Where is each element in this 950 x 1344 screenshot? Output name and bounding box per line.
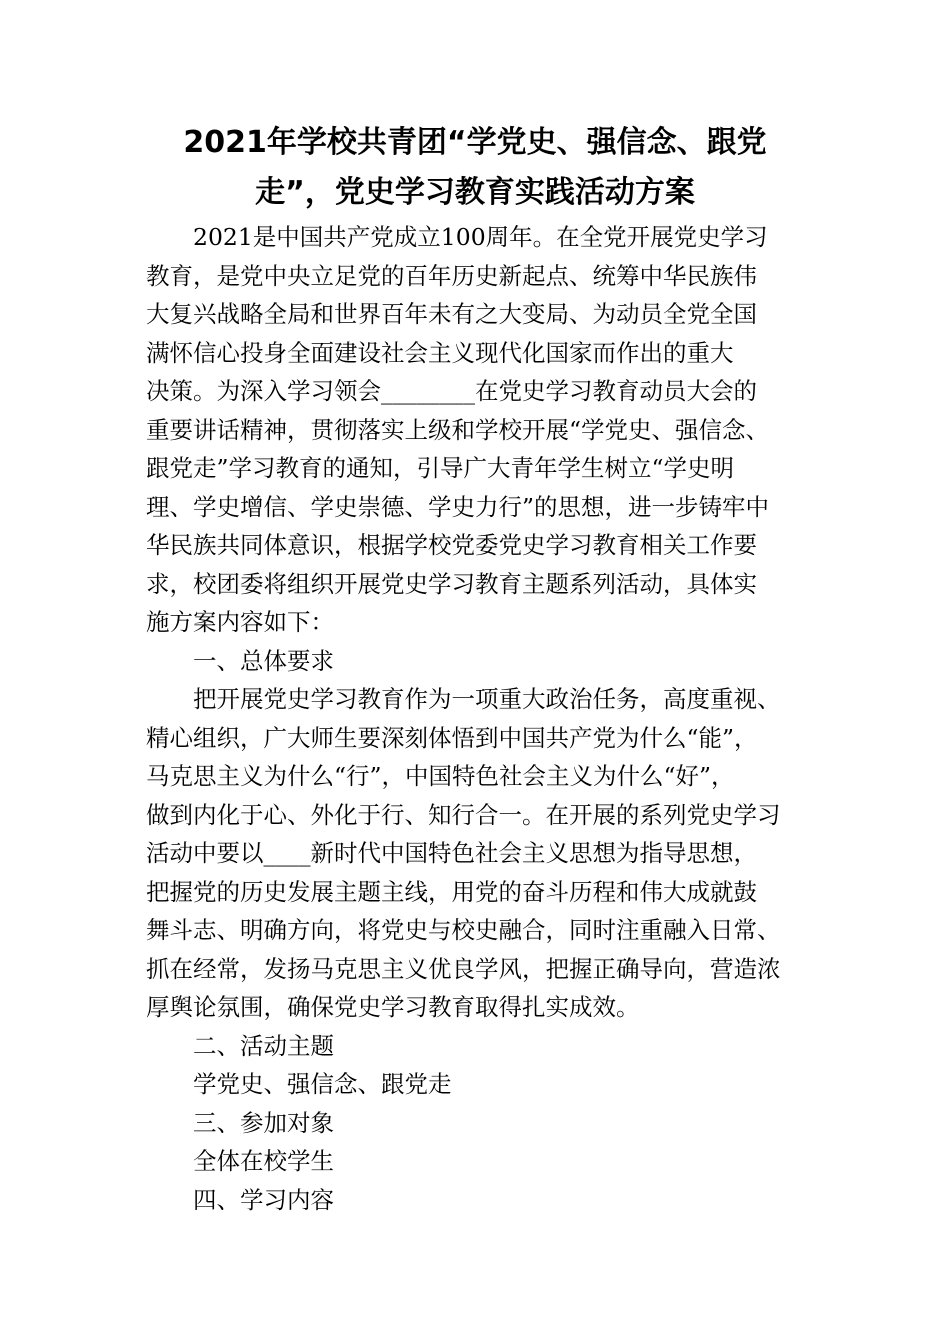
- document-title: [110, 118, 840, 218]
- participants-text: 全体在校学生: [193, 1147, 334, 1175]
- text-line: 满怀信心投身全面建设社会主义现代化国家而作出的重大: [146, 338, 734, 367]
- text-line: 求，校团委将组织开展党史学习教育主题系列活动，具体实: [146, 569, 757, 598]
- text-line: 做到内化于心、外化于行、知行合一。在开展的系列党史学习: [146, 800, 781, 829]
- section-heading-3: 三、参加对象: [193, 1108, 334, 1137]
- text-line: 活动中要以____新时代中国特色社会主义思想为指导思想，: [146, 839, 757, 867]
- text-line: 2021是中国共产党成立100周年。在全党开展党史学习: [193, 223, 768, 251]
- text-line: 教育，是党中央立足党的百年历史新起点、统筹中华民族伟: [146, 261, 757, 290]
- text-line: 重要讲话精神，贯彻落实上级和学校开展“学党史、强信念、: [146, 415, 770, 444]
- text-line: 决策。为深入学习领会________在党史学习教育动员大会的: [146, 377, 757, 405]
- text-line: 舞斗志、明确方向，将党史与校史融合，同时注重融入日常、: [146, 916, 781, 944]
- section-heading-1: 一、总体要求: [193, 646, 334, 675]
- text-line: 施方案内容如下：: [146, 608, 334, 636]
- text-line: 大复兴战略全局和世界百年未有之大变局、为动员全党全国: [146, 300, 757, 328]
- text-line: 华民族共同体意识，根据学校党委党史学习教育相关工作要: [146, 531, 757, 559]
- text-line: 把握党的历史发展主题主线，用党的奋斗历程和伟大成就鼓: [146, 877, 757, 906]
- text-line: 抓在经常，发扬马克思主义优良学风，把握正确导向，营造浓: [146, 954, 781, 983]
- activity-theme-text: 学党史、强信念、跟党走: [193, 1070, 452, 1098]
- requirements-paragraph: [146, 680, 806, 1027]
- intro-paragraph: [146, 218, 806, 642]
- text-line: 厚舆论氛围，确保党史学习教育取得扎实成效。: [146, 993, 640, 1021]
- text-line: 跟党走”学习教育的通知，引导广大青年学生树立“学史明: [146, 454, 735, 482]
- section-heading-4: 四、学习内容: [193, 1185, 334, 1214]
- text-line: 把开展党史学习教育作为一项重大政治任务，高度重视、: [193, 685, 781, 713]
- section-heading-2: 二、活动主题: [193, 1031, 334, 1060]
- document-body: [146, 218, 806, 1219]
- title-line-1: 2021年学校共青团“学党史、强信念、跟党: [183, 125, 767, 160]
- text-line: 马克思主义为什么“行”，中国特色社会主义为什么“好”，: [146, 762, 735, 790]
- title-line-2: 走”，党史学习教育实践活动方案: [255, 175, 695, 210]
- text-line: 理、学史增信、学史崇德、学史力行”的思想，进一步铸牢中: [146, 492, 770, 521]
- text-line: 精心组织，广大师生要深刻体悟到中国共产党为什么“能”，: [146, 723, 758, 752]
